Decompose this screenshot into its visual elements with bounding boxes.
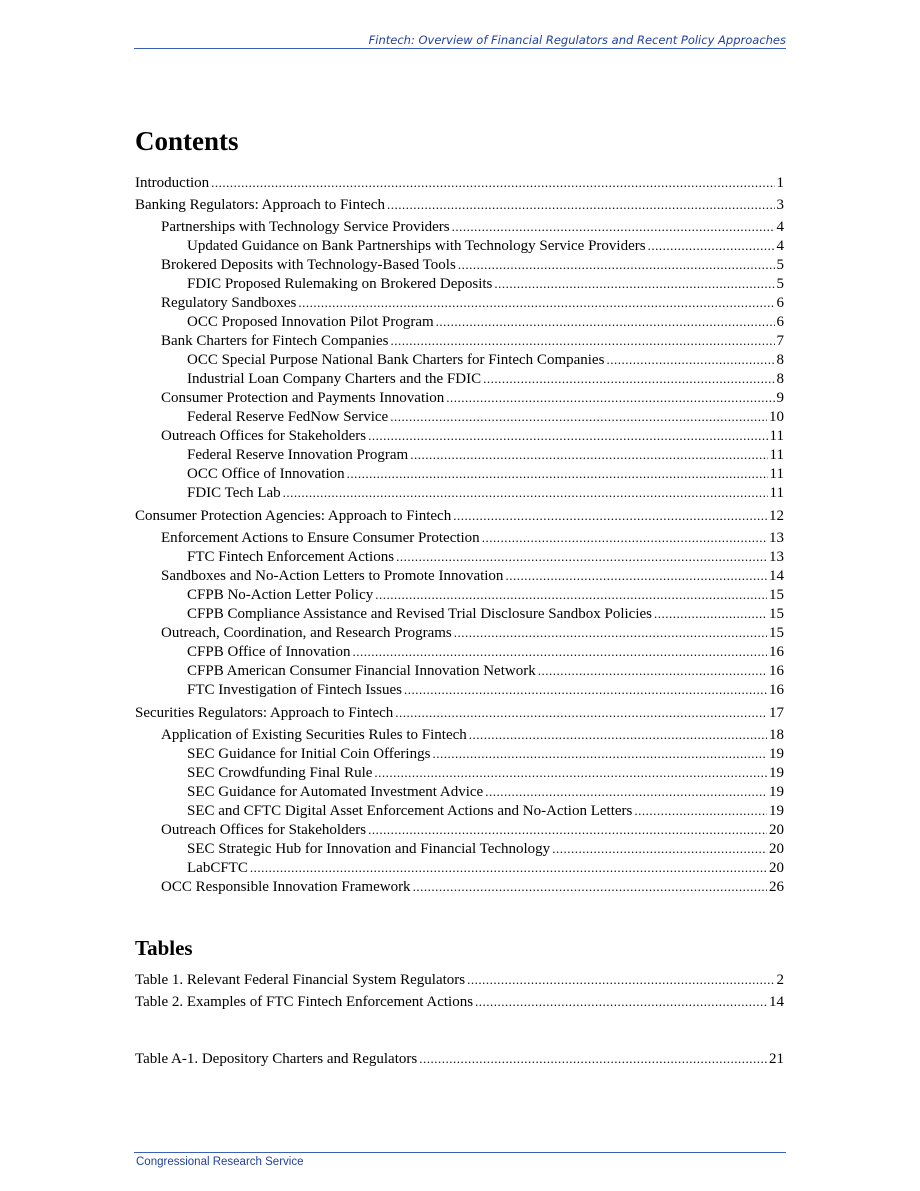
- toc-entry-page: 19: [769, 746, 784, 762]
- toc-entry[interactable]: [187, 682, 784, 701]
- toc-entry-page: 21: [769, 1051, 784, 1067]
- toc-entry-title: Securities Regulators: Approach to Fintech: [135, 705, 394, 721]
- dot-leader: [410, 447, 767, 463]
- toc-entry[interactable]: [161, 428, 784, 447]
- dot-leader: [505, 568, 767, 584]
- toc-entry-page: 20: [769, 841, 784, 857]
- toc-entry-page: 19: [769, 803, 784, 819]
- toc-entry[interactable]: [187, 409, 784, 428]
- dot-leader: [648, 238, 775, 254]
- toc-entry-title: SEC Guidance for Automated Investment Advice: [187, 784, 484, 800]
- toc-entry-title: Industrial Loan Company Charters and the FDIC: [187, 371, 482, 387]
- dot-leader: [538, 663, 767, 679]
- dot-leader: [419, 1051, 767, 1067]
- toc-entry-page: 1: [776, 175, 784, 191]
- dot-leader: [298, 295, 774, 311]
- toc-entry-page: 19: [769, 784, 784, 800]
- toc-entry[interactable]: [161, 530, 784, 549]
- toc-entry-page: 13: [769, 530, 784, 546]
- toc-entry-title: Outreach Offices for Stakeholders: [161, 428, 367, 444]
- toc-entry-page: 20: [769, 860, 784, 876]
- toc-entry-page: 11: [769, 485, 784, 501]
- toc-entry-page: 18: [769, 727, 784, 743]
- toc-entry[interactable]: [161, 822, 784, 841]
- toc-entry[interactable]: [135, 197, 784, 216]
- toc-entry-title: Sandboxes and No-Action Letters to Promote Innovation: [161, 568, 504, 584]
- toc-entry[interactable]: [135, 705, 784, 724]
- dot-leader: [494, 276, 774, 292]
- toc-entry-page: 6: [776, 295, 784, 311]
- toc-entry-title: FDIC Tech Lab: [187, 485, 281, 501]
- footer-label: Congressional Research Service: [136, 1156, 304, 1168]
- toc-entry-title: Table 2. Examples of FTC Fintech Enforcement Actions: [135, 994, 474, 1010]
- toc-entry-title: CFPB Compliance Assistance and Revised Trial Disclosure Sandbox Policies: [187, 606, 652, 622]
- toc-entry-title: Brokered Deposits with Technology-Based Tools: [161, 257, 456, 273]
- contents-heading: Contents: [135, 126, 239, 156]
- dot-leader: [432, 746, 767, 762]
- dot-leader: [606, 352, 774, 368]
- toc-entry-page: 15: [769, 606, 784, 622]
- toc-entry[interactable]: [187, 606, 784, 625]
- toc-entry[interactable]: [161, 219, 784, 238]
- toc-entry-title: SEC Strategic Hub for Innovation and Financial Technology: [187, 841, 551, 857]
- toc-entry-title: SEC and CFTC Digital Asset Enforcement Actions and No-Action Letters: [187, 803, 633, 819]
- toc-entry[interactable]: [187, 371, 784, 390]
- footer-rule: [134, 1152, 786, 1153]
- toc-entry-title: OCC Office of Innovation: [187, 466, 345, 482]
- toc-entry[interactable]: [187, 803, 784, 822]
- toc-entry-page: 2: [776, 972, 784, 988]
- toc-entry-title: Federal Reserve FedNow Service: [187, 409, 389, 425]
- dot-leader: [453, 508, 767, 524]
- dot-leader: [390, 409, 767, 425]
- toc-entry-title: OCC Proposed Innovation Pilot Program: [187, 314, 434, 330]
- dot-leader: [413, 879, 767, 895]
- dot-leader: [452, 219, 775, 235]
- dot-leader: [347, 466, 768, 482]
- toc-entry-page: 16: [769, 663, 784, 679]
- toc-entry[interactable]: [187, 784, 784, 803]
- toc-entry[interactable]: [187, 466, 784, 485]
- dot-leader: [352, 644, 767, 660]
- toc-entry-page: 3: [776, 197, 784, 213]
- toc-entry[interactable]: [161, 879, 784, 898]
- toc-entry-page: 16: [769, 682, 784, 698]
- header-rule: [134, 48, 786, 49]
- dot-leader: [485, 784, 767, 800]
- toc-entry-page: 6: [776, 314, 784, 330]
- running-header: Fintech: Overview of Financial Regulators and Recent Policy Approaches: [368, 33, 786, 47]
- toc-entry-title: SEC Guidance for Initial Coin Offerings: [187, 746, 431, 762]
- toc-entry-page: 14: [769, 994, 784, 1010]
- toc-entry-page: 20: [769, 822, 784, 838]
- toc-entry[interactable]: [187, 238, 784, 257]
- toc-entry[interactable]: [187, 860, 784, 879]
- toc-entry-page: 26: [769, 879, 784, 895]
- toc-entry[interactable]: [187, 746, 784, 765]
- toc-entry-page: 9: [776, 390, 784, 406]
- toc-entry-title: Enforcement Actions to Ensure Consumer Protection: [161, 530, 480, 546]
- dot-leader: [446, 390, 774, 406]
- toc-entry-title: Consumer Protection Agencies: Approach to Fintech: [135, 508, 452, 524]
- toc-entry-title: OCC Special Purpose National Bank Charters for Fintech Companies: [187, 352, 605, 368]
- toc-entry[interactable]: [187, 485, 784, 504]
- dot-leader: [475, 994, 767, 1010]
- toc-entry-title: CFPB Office of Innovation: [187, 644, 351, 660]
- toc-entry-title: Banking Regulators: Approach to Fintech: [135, 197, 385, 213]
- toc-entry-title: Partnerships with Technology Service Providers: [161, 219, 450, 235]
- toc-entry[interactable]: [187, 644, 784, 663]
- dot-leader: [374, 765, 767, 781]
- dot-leader: [454, 625, 767, 641]
- toc-entry-page: 12: [769, 508, 784, 524]
- dot-leader: [250, 860, 767, 876]
- dot-leader: [395, 705, 767, 721]
- dot-leader: [436, 314, 775, 330]
- toc-entry[interactable]: [161, 625, 784, 644]
- toc-entry-page: 11: [769, 447, 784, 463]
- table-list-entry[interactable]: [135, 972, 784, 991]
- toc-entry-title: FTC Fintech Enforcement Actions: [187, 549, 395, 565]
- toc-entry-page: 8: [776, 371, 784, 387]
- dot-leader: [368, 428, 767, 444]
- table-list-entry[interactable]: [135, 1051, 784, 1070]
- toc-entry-page: 19: [769, 765, 784, 781]
- toc-entry-title: Federal Reserve Innovation Program: [187, 447, 409, 463]
- dot-leader: [467, 972, 774, 988]
- toc-entry-page: 15: [769, 625, 784, 641]
- toc-entry-title: FDIC Proposed Rulemaking on Brokered Deposits: [187, 276, 493, 292]
- toc-entry[interactable]: [187, 276, 784, 295]
- toc-entry-title: Consumer Protection and Payments Innovation: [161, 390, 445, 406]
- dot-leader: [654, 606, 767, 622]
- toc-entry-page: 7: [776, 333, 784, 349]
- toc-entry-title: Table 1. Relevant Federal Financial System Regulators: [135, 972, 466, 988]
- toc-entry[interactable]: [161, 390, 784, 409]
- toc-entry-title: Regulatory Sandboxes: [161, 295, 297, 311]
- toc-entry-title: CFPB American Consumer Financial Innovation Network: [187, 663, 536, 679]
- toc-entry[interactable]: [187, 352, 784, 371]
- dot-leader: [552, 841, 767, 857]
- toc-entry-title: SEC Crowdfunding Final Rule: [187, 765, 373, 781]
- toc-entry[interactable]: [187, 663, 784, 682]
- toc-entry-title: Outreach Offices for Stakeholders: [161, 822, 367, 838]
- toc-entry-title: OCC Responsible Innovation Framework: [161, 879, 411, 895]
- toc-entry-page: 5: [776, 276, 784, 292]
- toc-entry[interactable]: [187, 549, 784, 568]
- toc-entry-title: Bank Charters for Fintech Companies: [161, 333, 389, 349]
- dot-leader: [458, 257, 775, 273]
- toc-entry-title: LabCFTC: [187, 860, 248, 876]
- toc-entry-title: Updated Guidance on Bank Partnerships with Technology Service Providers: [187, 238, 646, 254]
- toc-entry[interactable]: [187, 841, 784, 860]
- dot-leader: [368, 822, 767, 838]
- dot-leader: [375, 587, 767, 603]
- toc-entry-page: 5: [776, 257, 784, 273]
- toc-entry[interactable]: [161, 295, 784, 314]
- table-list-entry[interactable]: [135, 994, 784, 1013]
- toc-entry-page: 15: [769, 587, 784, 603]
- toc-entry[interactable]: [187, 587, 784, 606]
- toc-entry-title: Table A-1. Depository Charters and Regulators: [135, 1051, 418, 1067]
- dot-leader: [283, 485, 768, 501]
- dot-leader: [469, 727, 767, 743]
- toc-entry-page: 13: [769, 549, 784, 565]
- dot-leader: [483, 371, 774, 387]
- toc-entry-title: Application of Existing Securities Rules to Fintech: [161, 727, 467, 743]
- toc-entry[interactable]: [161, 333, 784, 352]
- toc-entry-page: 10: [769, 409, 784, 425]
- toc-entry-page: 4: [776, 219, 784, 235]
- toc-entry-page: 14: [769, 568, 784, 584]
- toc-entry-title: Introduction: [135, 175, 210, 191]
- toc-entry[interactable]: [187, 447, 784, 466]
- dot-leader: [482, 530, 767, 546]
- toc-entry[interactable]: [187, 765, 784, 784]
- dot-leader: [404, 682, 767, 698]
- toc-entry-title: Outreach, Coordination, and Research Programs: [161, 625, 452, 641]
- toc-entry-title: CFPB No-Action Letter Policy: [187, 587, 374, 603]
- toc-entry[interactable]: [161, 727, 784, 746]
- dot-leader: [390, 333, 774, 349]
- toc-entry-title: FTC Investigation of Fintech Issues: [187, 682, 402, 698]
- toc-entry-page: 8: [776, 352, 784, 368]
- toc-entry[interactable]: [187, 314, 784, 333]
- dot-leader: [211, 175, 774, 191]
- toc-entry-page: 11: [769, 428, 784, 444]
- toc-entry[interactable]: [135, 175, 784, 194]
- toc-entry-page: 4: [776, 238, 784, 254]
- toc-entry[interactable]: [161, 568, 784, 587]
- toc-entry[interactable]: [161, 257, 784, 276]
- toc-entry-page: 11: [769, 466, 784, 482]
- dot-leader: [634, 803, 767, 819]
- dot-leader: [396, 549, 767, 565]
- toc-entry-page: 16: [769, 644, 784, 660]
- dot-leader: [387, 197, 775, 213]
- toc-entry[interactable]: [135, 508, 784, 527]
- toc-entry-page: 17: [769, 705, 784, 721]
- tables-heading: Tables: [135, 936, 193, 960]
